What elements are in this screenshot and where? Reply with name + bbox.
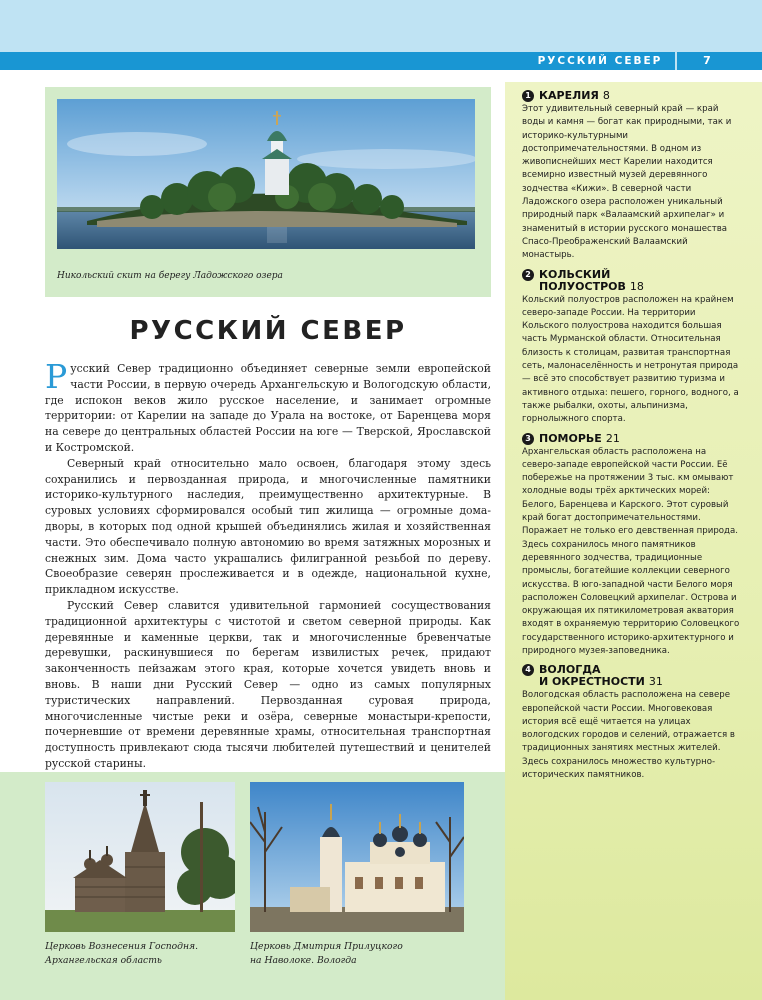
top-figure-caption: Никольский скит на берегу Ладожского озера [57, 271, 283, 281]
bottom-figures [0, 772, 505, 1000]
header-top-band [0, 0, 762, 52]
bottom-figure-1-caption: Церковь Вознесения Господня. Архангельская область [45, 941, 199, 966]
sidebar-item-vologda-text: Вологодская область расположена на севере европейской части России. Многовековая история всё ещё читается на улицах вологодских городов и селений, отражается в традиционных занятиях местных жителей. Здесь сохранилось множество культурно-исторических памятников. [522, 690, 735, 781]
sidebar-item-karelia-heading: 1 КАРЕЛИЯ 8 [522, 90, 740, 102]
sidebar-item-pomorye-heading: 3 ПОМОРЬЕ 21 [522, 433, 740, 445]
sidebar-number-badge: 3 [522, 433, 534, 445]
sidebar-page-ref: 8 [602, 89, 610, 102]
drop-cap: Р [45, 357, 68, 396]
body-paragraph-1: Русский Север традиционно объединяет северные земли европейской части России, в первую очередь Архангельскую и Вологодскую области, где испокон веков жило русское население, и занимает огромные территории: от Карелии на западе до Урала на востоке, от Баренцева моря на севере до центральных областей России на юге — Тверской, Ярославской и Костромской. [45, 357, 491, 454]
sidebar-inner [522, 90, 740, 782]
sidebar-item-kola-text: Кольский полуостров расположен на крайнем северо-западе России. На территории Кольского полуострова находится большая часть Мурманской области. Относительная близость к столицам, развитая транспортная сеть, малонаселённость и нетронутая природа — всё это способствует развитию туризма и активного отдыха: пешего, горного, водного, а также рыбалки, охоты, альпинизма, горнолыжного спорта. [522, 294, 739, 425]
body-paragraph-2: Северный край относительно мало освоен, благодаря этому здесь сохранились и первозданная природа, и многочисленные памятники историко-культурного наследия, преимущественно архитектурные. В суровых условиях сформировался особый тип жилища — огромные дома-дворы, в которых под одной крышей объединялись жилая и хозяйственная части. Это обеспечивало полную автономию во время затяжных морозных и снежных зим. Дома часто украшались филигранной резьбой по дереву. Своеобразие северян прослеживается и в одежде, национальной кухне, прикладном искусстве. [45, 456, 491, 597]
sidebar-page-ref: 31 [648, 675, 663, 689]
sidebar-item-vologda-heading: 4 ВОЛОГДА И ОКРЕСТНОСТИ 31 [522, 664, 740, 688]
sidebar-item-kola-heading: 2 КОЛЬСКИЙ ПОЛУОСТРОВ 18 [522, 269, 740, 293]
page-title: РУССКИЙ СЕВЕР [129, 316, 407, 346]
photo-ascension-church [45, 782, 235, 932]
sidebar-contents [505, 82, 762, 1000]
photo-dmitry-prilutsky-church [250, 782, 464, 932]
sidebar-item-karelia-text: Этот удивительный северный край — край воды и камня — богат как природными, так и историко-культурными достопримечательностями. В одном из живописнейших мест Карелии находится всемирно известный музей деревянного зодчества «Кижи». В северной части Ладожского озера расположен уникальный природный парк «Валаамский архипелаг» и знаменитый в истории русского монашества Спасо-Преображенский Валаамский монастырь. [522, 104, 732, 261]
article-body [45, 357, 491, 772]
sidebar-page-ref: 21 [605, 431, 620, 445]
body-paragraph-3: Русский Север славится удивительной гармонией сосуществования традиционной архитектуры с чистотой и светом северной природы. Как деревянные и каменные церкви, так и многочисленные бревенчатые деревушки, раскинувшиеся по берегам извилистых речек, придают законченность пейзажам этого края, которые хочется увидеть вновь и вновь. В наши дни Русский Север — одно из самых популярных туристических направлений. Первозданная суровая природа, многочисленные чистые реки и озёра, северные монастыри-крепости, почерневшие от времени деревянные храмы, относительная транспортная доступность привлекают сюда тысячи любителей путешествий и ценителей русской старины. [45, 598, 491, 770]
running-header-title: РУССКИЙ СЕВЕР [537, 55, 663, 67]
page-number: 7 [703, 54, 711, 67]
top-figure [45, 87, 491, 297]
sidebar-number-badge: 1 [522, 90, 534, 102]
sidebar-item-pomorye-text: Архангельская область расположена на северо-западе европейской части России. Её побережье на протяжении 3 тыс. км омывают холодные воды трёх арктических морей: Белого, Баренцева и Карского. Этот суровый край богат достопримечательностями. Поражает не только его девственная природа. Здесь сохранилось много памятников деревянного зодчества, традиционные промыслы, богатейшие коллекции северного искусства. В юго-западной части Белого моря расположен Соловецкий архипелаг. Острова и окружающая их пятикилометровая акватория входят в охраняемую территорию Соловецкого государственного историко-архитектурного и природного музея-заповедника. [522, 446, 740, 656]
photo-nikolsky-skete [57, 99, 475, 249]
sidebar-number-badge: 4 [522, 664, 534, 676]
sidebar-page-ref: 18 [629, 279, 644, 293]
sidebar-number-badge: 2 [522, 269, 534, 281]
bottom-figure-2-caption: Церковь Дмитрия Прилуцкого на Наволоке. Вологда [250, 941, 403, 966]
